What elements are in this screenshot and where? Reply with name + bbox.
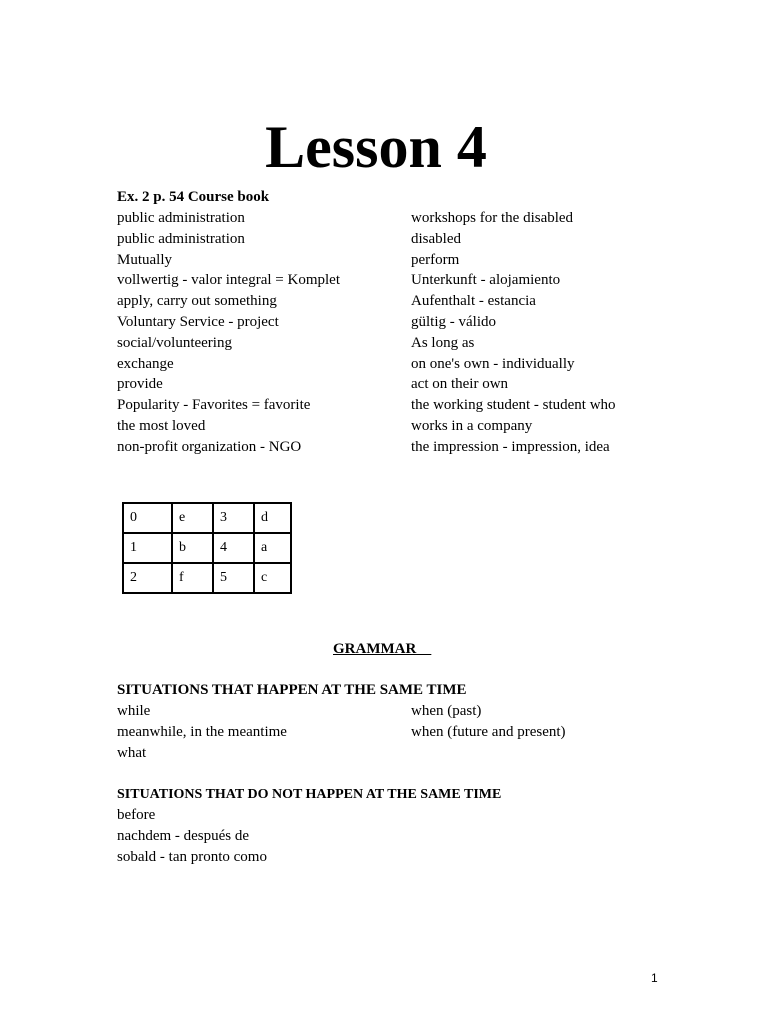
same-time-left-list xyxy=(117,701,287,764)
vocab-left-column xyxy=(117,208,340,458)
vocab-item: on one's own - individually xyxy=(411,355,575,372)
vocab-item: workshops for the disabled xyxy=(411,210,574,226)
vocab-item: the most loved xyxy=(117,417,206,434)
vocab-item: Mutually xyxy=(117,251,172,268)
page-title: Lesson 4 xyxy=(265,114,487,180)
table-cell: f xyxy=(172,563,213,593)
table-cell: 3 xyxy=(213,503,254,533)
vocab-item: Popularity - Favorites = favorite xyxy=(117,397,311,414)
vocab-item: disabled xyxy=(411,230,461,247)
answer-table xyxy=(122,502,292,594)
table-row xyxy=(123,563,291,593)
same-time-right-list xyxy=(411,701,566,743)
section-heading-not-same-time: SITUATIONS THAT DO NOT HAPPEN AT THE SAME TIME xyxy=(117,787,502,802)
table-cell: a xyxy=(254,533,291,563)
table-cell: c xyxy=(254,563,291,593)
list-item: meanwhile, in the meantime xyxy=(117,724,287,740)
vocab-item: non-profit organization - NGO xyxy=(117,438,302,455)
vocab-right-column xyxy=(411,208,616,458)
vocab-item: apply, carry out something xyxy=(117,293,277,310)
table-row xyxy=(123,533,291,563)
vocab-item: act on their own xyxy=(411,376,509,393)
list-item: before xyxy=(117,807,156,823)
vocab-item: exchange xyxy=(117,355,174,372)
vocab-item: Aufenthalt - estancia xyxy=(411,293,536,310)
vocab-item: the working student - student who xyxy=(411,397,616,414)
page-number: 1 xyxy=(651,971,658,985)
list-item: what xyxy=(117,745,147,761)
table-cell: b xyxy=(172,533,213,563)
grammar-heading: GRAMMAR xyxy=(333,641,432,657)
list-item: nachdem - después de xyxy=(117,828,250,844)
list-item: when (past) xyxy=(411,703,482,719)
vocab-item: Voluntary Service - project xyxy=(117,313,279,330)
section-heading-same-time: SITUATIONS THAT HAPPEN AT THE SAME TIME xyxy=(117,682,467,698)
list-item: while xyxy=(117,703,151,719)
table-cell: 0 xyxy=(123,503,172,533)
vocab-item: public administration xyxy=(117,230,245,247)
table-cell: 2 xyxy=(123,563,172,593)
vocab-item: vollwertig - valor integral = Komplet xyxy=(117,272,340,289)
vocab-item: the impression - impression, idea xyxy=(411,438,610,455)
vocab-item: Unterkunft - alojamiento xyxy=(411,272,561,289)
list-item: sobald - tan pronto como xyxy=(117,849,267,865)
vocab-item: social/volunteering xyxy=(117,334,232,351)
vocab-item: gültig - válido xyxy=(411,313,496,330)
vocab-item: public administration xyxy=(117,210,245,226)
table-cell: 1 xyxy=(123,533,172,563)
table-cell: 4 xyxy=(213,533,254,563)
table-cell: 5 xyxy=(213,563,254,593)
vocab-item: perform xyxy=(411,251,460,268)
vocab-item: provide xyxy=(117,376,163,393)
not-same-time-list xyxy=(117,805,267,868)
vocab-item: As long as xyxy=(411,334,475,351)
table-cell: e xyxy=(172,503,213,533)
vocab-item: works in a company xyxy=(411,417,533,434)
table-row xyxy=(123,503,291,533)
exercise-heading: Ex. 2 p. 54 Course book xyxy=(117,189,270,205)
table-cell: d xyxy=(254,503,291,533)
list-item: when (future and present) xyxy=(411,724,566,740)
